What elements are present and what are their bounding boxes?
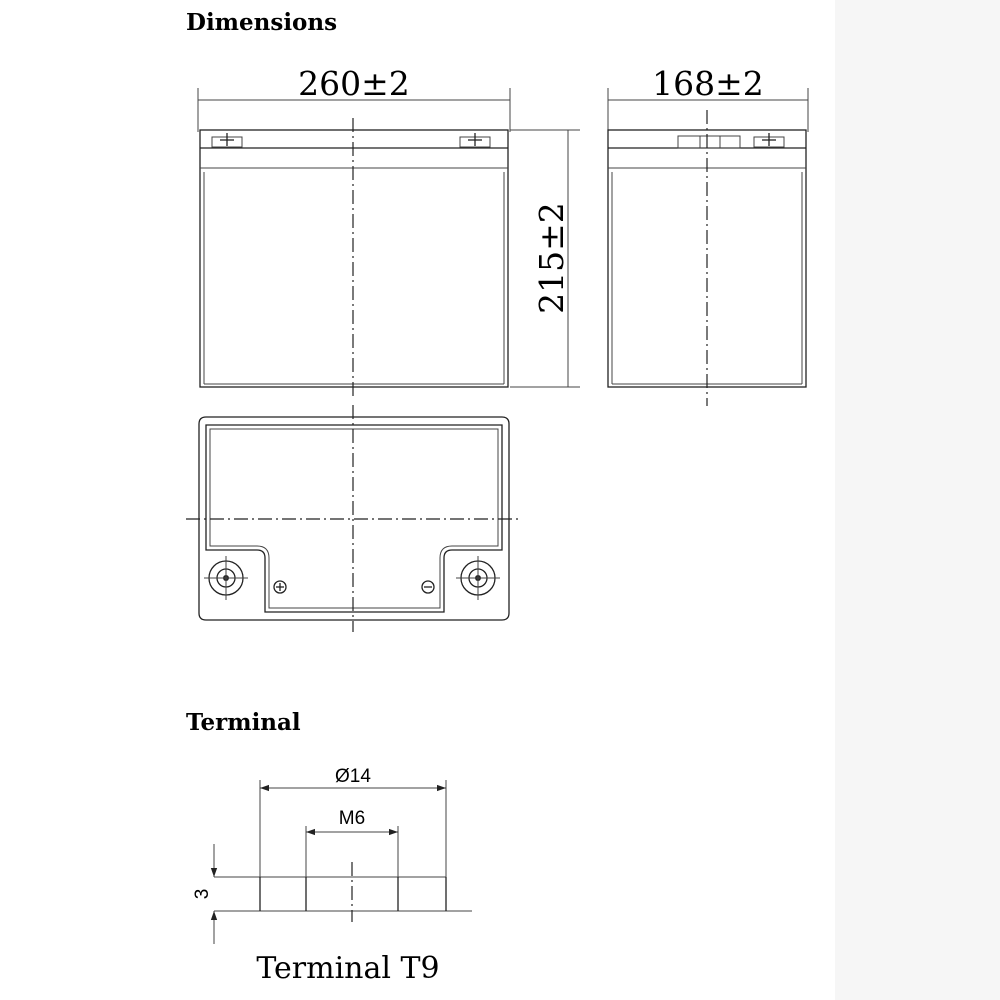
side-terminal [754, 133, 784, 147]
positive-polarity-icon [274, 581, 286, 593]
thread-label: M6 [338, 808, 366, 829]
front-view [198, 64, 580, 398]
diameter-label: Ø14 [335, 766, 371, 787]
front-terminal-right [460, 133, 490, 147]
top-terminal-left [204, 556, 248, 600]
terminal-detail [192, 766, 472, 986]
length-dimension-label: 260±2 [298, 64, 410, 103]
side-vent-block [678, 136, 740, 148]
terminal-heading: Terminal [186, 709, 301, 736]
side-view [608, 64, 808, 406]
top-terminal-right [456, 556, 500, 600]
terminal-caption: Terminal T9 [256, 951, 440, 986]
negative-polarity-icon [422, 581, 434, 593]
front-case-outline [200, 130, 508, 387]
width-dimension-label: 168±2 [652, 64, 764, 103]
top-view [186, 405, 522, 632]
dimensions-heading: Dimensions [186, 9, 338, 36]
front-terminal-left [212, 133, 242, 147]
terminal-height-label: 3 [192, 888, 213, 900]
height-dimension-label: 215±2 [532, 202, 571, 314]
